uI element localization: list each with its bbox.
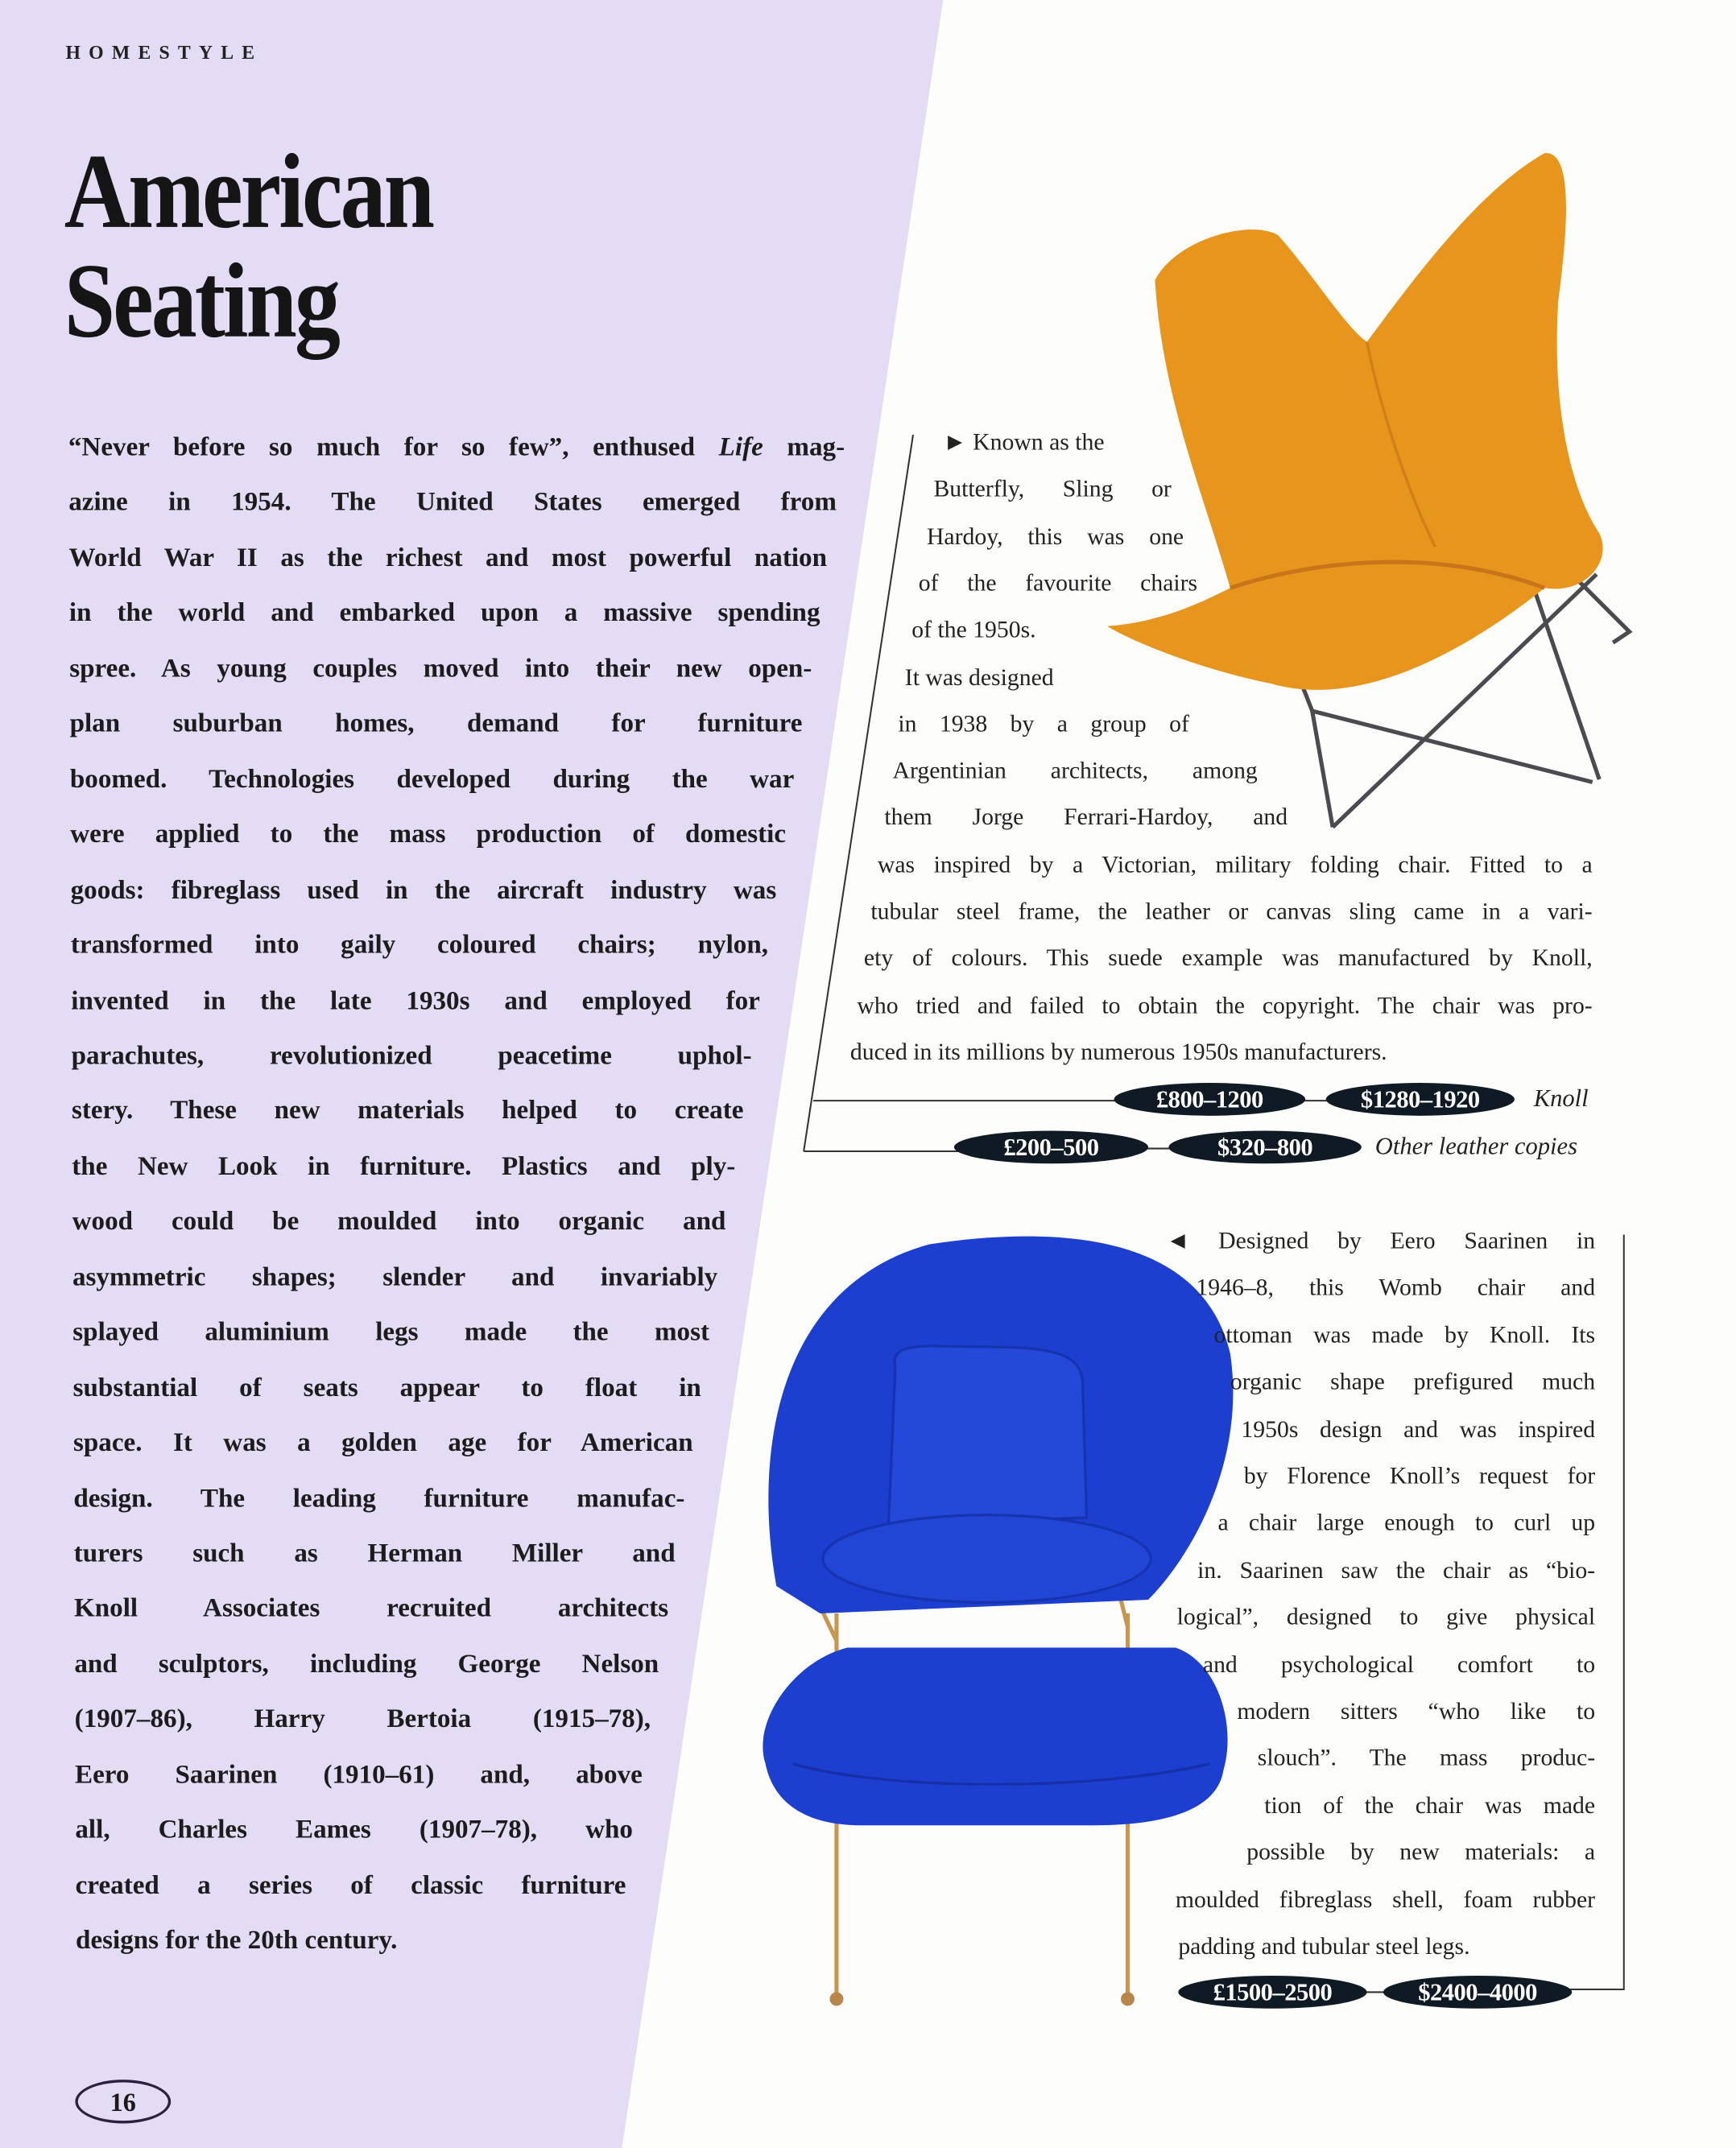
caption-line: was inspired by a Victorian, military folding chair. Fitted to a <box>877 849 1593 878</box>
magazine-name: Life <box>718 433 763 463</box>
body-line: spree. As young couples moved into their new open- <box>69 655 812 684</box>
caption-line: duced in its millions by numerous 1950s manufacturers. <box>849 1037 1387 1065</box>
womb-chair-image <box>763 1237 1233 2006</box>
caption-line: moulded fibreglass shell, foam rubber <box>1175 1885 1596 1913</box>
caption-line: modern sitters “who like to <box>1237 1696 1596 1725</box>
caption-line: padding and tubular steel legs. <box>1178 1931 1470 1960</box>
price-gbp: £1500–2500 <box>1178 1976 1366 2009</box>
body-line: asymmetric shapes; slender and invariably <box>72 1262 718 1292</box>
body-line: in the world and embarked upon a massive spending <box>68 599 820 629</box>
caption-line: Butterfly, Sling or <box>933 474 1172 502</box>
price-gbp: £200–500 <box>954 1130 1148 1163</box>
maker-label: Knoll <box>1533 1084 1589 1112</box>
caption-line: logical”, designed to give physical <box>1176 1602 1596 1630</box>
caption-line: 1946–8, this Womb chair and <box>1196 1273 1596 1301</box>
page-number: 16 <box>75 2080 171 2123</box>
body-line: invented in the late 1930s and employed for <box>71 986 760 1015</box>
body-line: turers such as Herman Miller and <box>73 1539 676 1568</box>
caption-line: in 1938 by a group of <box>898 709 1189 737</box>
price-usd: $1280–1920 <box>1326 1083 1515 1116</box>
body-line: parachutes, revolutionized peacetime uphol- <box>71 1041 752 1071</box>
price-usd: $2400–4000 <box>1383 1976 1572 2009</box>
body-line: (1907–86), Harry Bertoia (1915–78), <box>74 1705 651 1735</box>
body-line: all, Charles Eames (1907–78), who <box>75 1815 633 1845</box>
price-usd: $320–800 <box>1168 1130 1361 1163</box>
body-line: transformed into gaily coloured chairs; nylon, <box>70 931 769 960</box>
body-line: splayed aluminium legs made the most <box>72 1318 710 1348</box>
body-text-segment: mag- <box>763 433 845 463</box>
body-line: azine in 1954. The United States emerged from <box>68 489 837 518</box>
caption-line: a chair large enough to curl up <box>1217 1508 1596 1536</box>
body-line: were applied to the mass production of domestic <box>70 820 787 849</box>
caption-line: tion of the chair was made <box>1264 1791 1596 1819</box>
body-line <box>68 432 845 465</box>
page-title <box>64 131 433 360</box>
caption-line: slouch”. The mass produc- <box>1257 1743 1596 1771</box>
body-line: plan suburban homes, demand for furniture <box>69 709 803 739</box>
body-line: World War II as the richest and most powerful nation <box>68 543 828 573</box>
caption-line: of the 1950s. <box>911 615 1036 643</box>
caption-line: in. Saarinen saw the chair as “bio- <box>1197 1555 1596 1584</box>
caption-line: ety of colours. This suede example was manufactured by Knoll, <box>863 944 1593 972</box>
body-line: substantial of seats appear to float in <box>72 1373 701 1402</box>
caption-line: possible by new materials: a <box>1246 1837 1596 1865</box>
title-line-2: Seating <box>64 240 338 360</box>
price-gbp: £800–1200 <box>1114 1083 1306 1116</box>
body-line: Eero Saarinen (1910–61) and, above <box>75 1761 643 1790</box>
caption-line: of the favourite chairs <box>918 568 1198 597</box>
body-line: wood could be moulded into organic and <box>72 1208 726 1237</box>
maker-label: Other leather copies <box>1374 1132 1577 1160</box>
body-line: space. It was a golden age for American <box>72 1428 693 1458</box>
caption-line: 1950s design and was inspired <box>1241 1415 1596 1443</box>
body-line: stery. These new materials helped to create <box>71 1097 744 1126</box>
caption-line: organic shape prefigured much <box>1230 1367 1596 1395</box>
body-line: and sculptors, including George Nelson <box>74 1650 659 1679</box>
body-line: designs for the 20th century. <box>76 1927 398 1956</box>
body-line: the New Look in furniture. Plastics and ply- <box>72 1152 736 1182</box>
body-text-segment: “Never before so much for so few”, enthused <box>68 433 719 463</box>
caption-line: Hardoy, this was one <box>926 522 1184 550</box>
body-line: boomed. Technologies developed during the war <box>69 765 795 795</box>
caption-line: them Jorge Ferrari-Hardoy, and <box>884 803 1288 831</box>
caption-line: and psychological comfort to <box>1202 1650 1596 1678</box>
body-line: design. The leading furniture manufac- <box>73 1484 685 1514</box>
caption-line: ottoman was made by Knoll. Its <box>1213 1320 1596 1349</box>
caption-line: It was designed <box>904 662 1054 690</box>
body-line: Knoll Associates recruited architects <box>73 1594 669 1624</box>
caption-line: by Florence Knoll’s request for <box>1243 1461 1596 1489</box>
title-line-1: American <box>64 131 433 250</box>
body-line: created a series of classic furniture <box>75 1871 626 1901</box>
caption-line: tubular steel frame, the leather or canvas sling came in a vari- <box>870 897 1593 925</box>
caption-line: ◄ Designed by Eero Saarinen in <box>1166 1226 1596 1254</box>
caption-line: ► Known as the <box>943 428 1105 456</box>
caption-line: Argentinian architects, among <box>892 756 1258 784</box>
body-line: goods: fibreglass used in the aircraft industry was <box>70 875 777 905</box>
caption-line: who tried and failed to obtain the copyright. The chair was pro- <box>857 990 1593 1018</box>
series-header: HOMESTYLE <box>65 43 263 64</box>
